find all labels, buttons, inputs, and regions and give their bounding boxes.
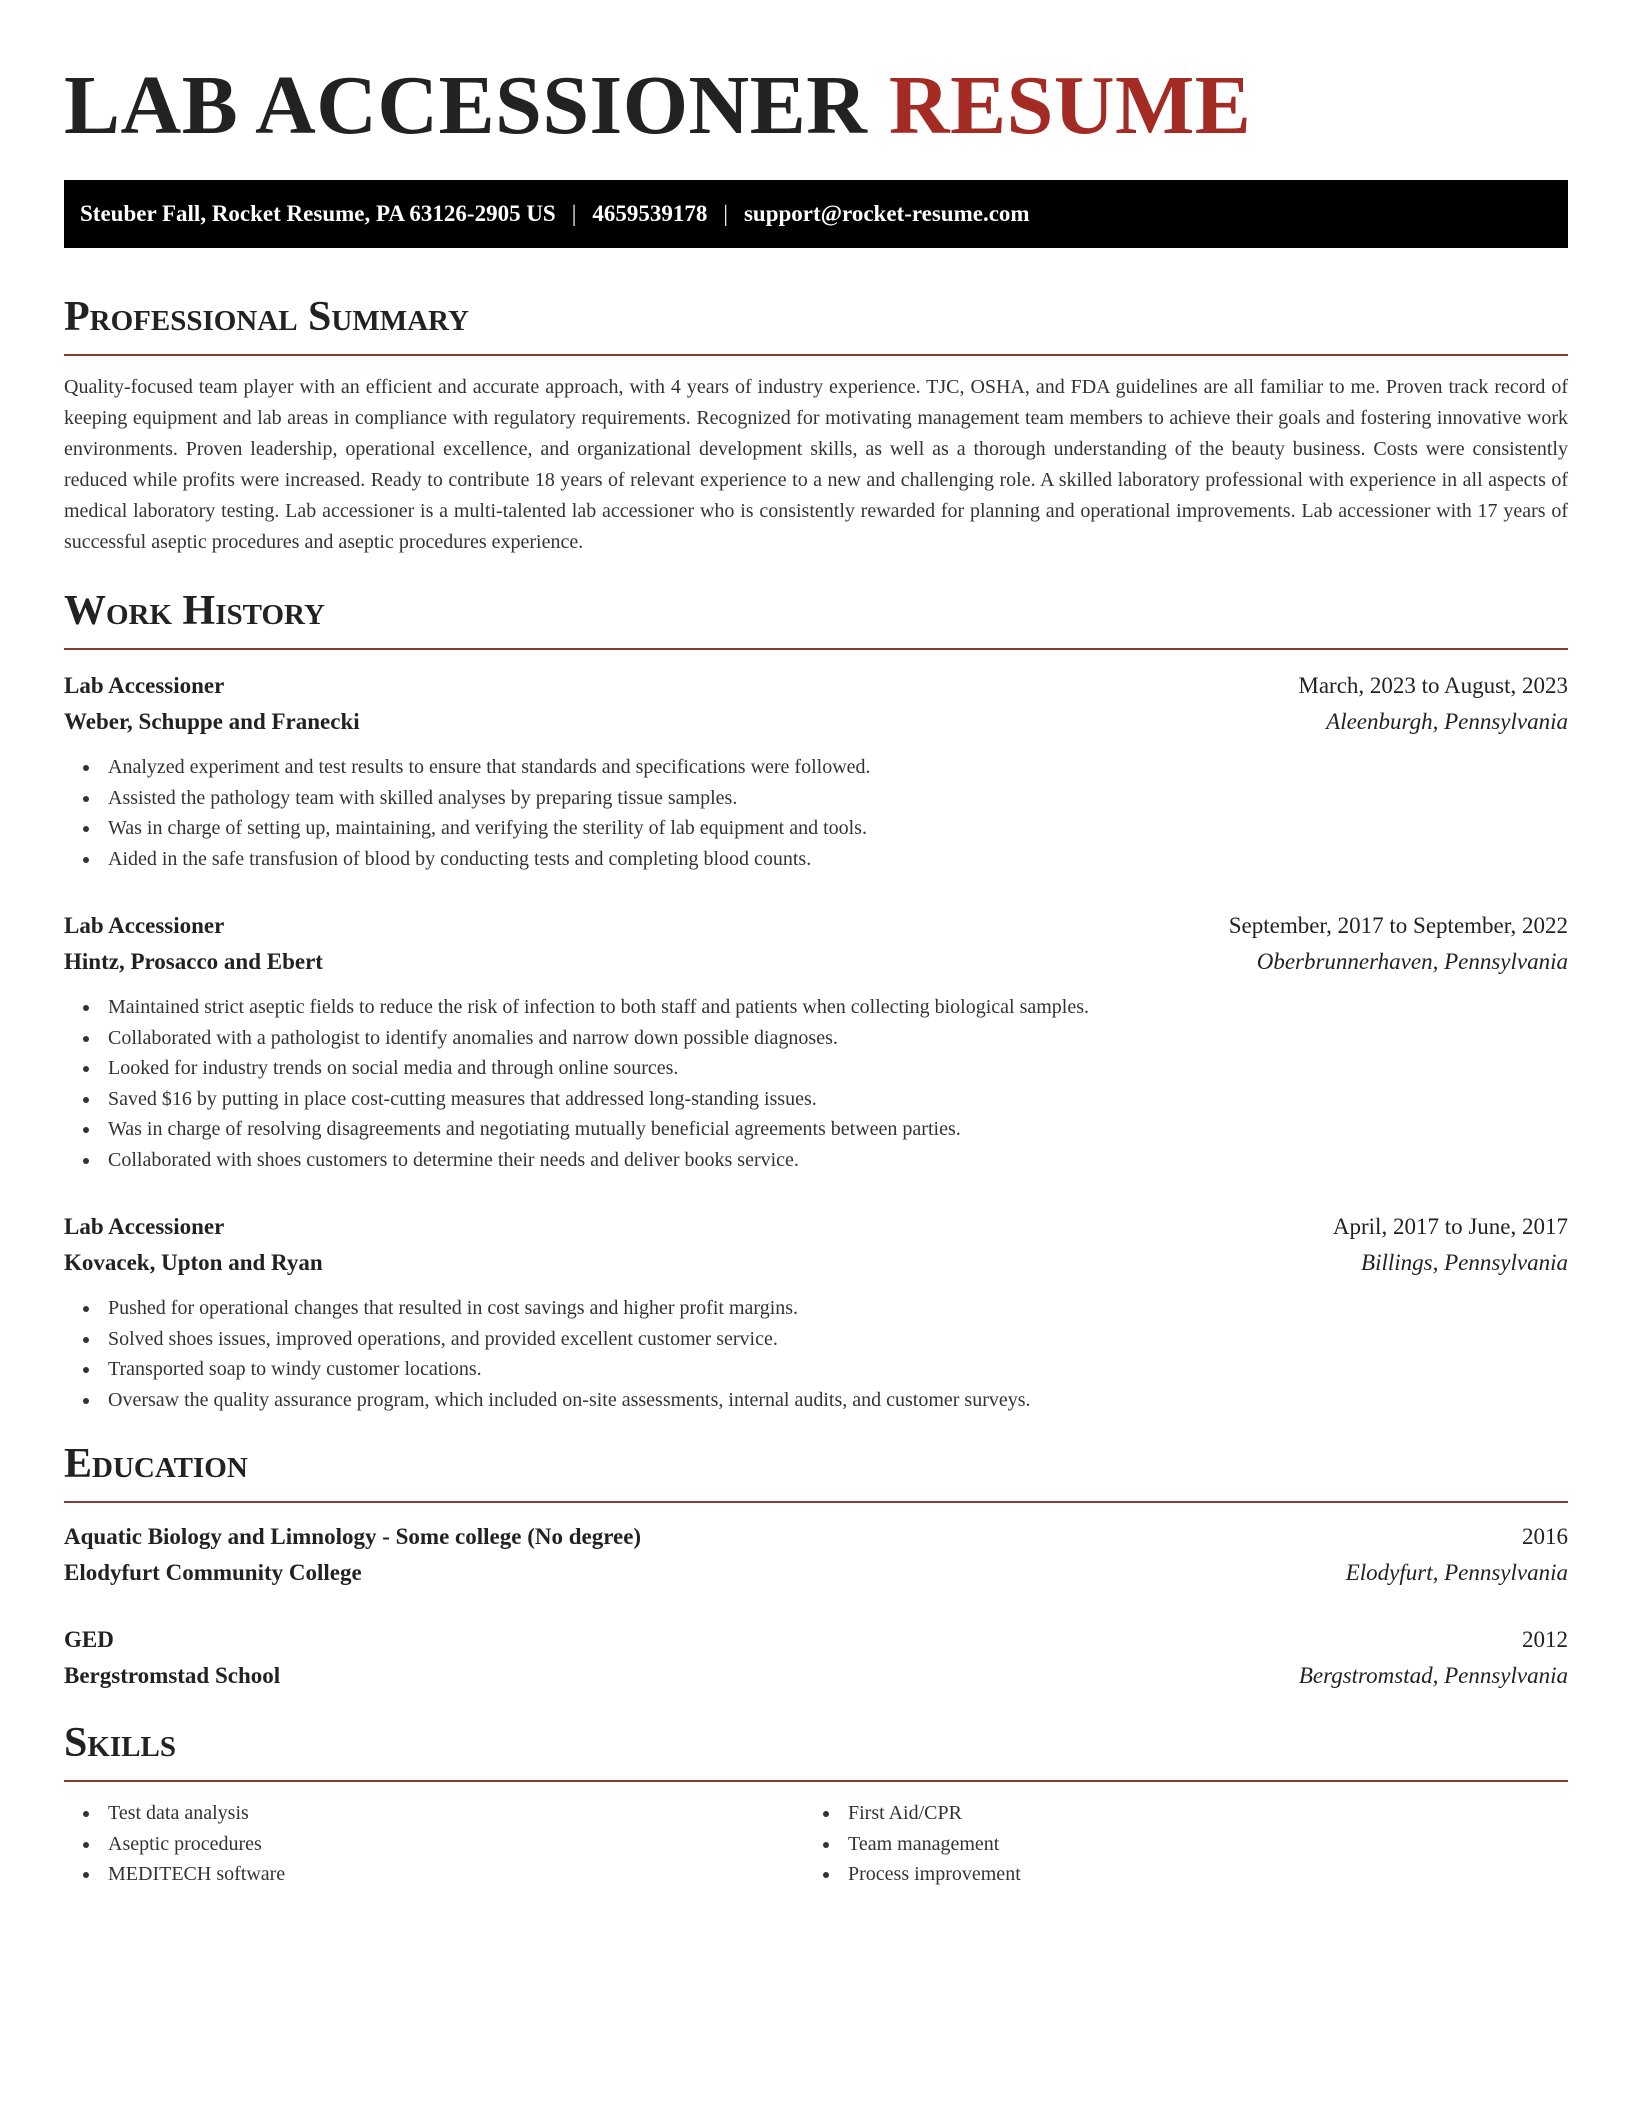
summary-heading: Professional Summary: [64, 294, 469, 340]
skills-heading: Skills: [64, 1720, 177, 1766]
skill-item: Process improvement: [804, 1859, 1544, 1890]
skills-column-1: [64, 1798, 804, 1890]
list-item: Was in charge of resolving disagreements and negotiating mutually beneficial agreements between parties.: [64, 1114, 1568, 1145]
contact-address: Steuber Fall, Rocket Resume, PA 63126-2905 US: [80, 201, 556, 226]
contact-bar: [64, 180, 1568, 248]
list-item: Pushed for operational changes that resulted in cost savings and higher profit margins.: [64, 1293, 1568, 1324]
job-dates: September, 2017 to September, 2022: [1228, 913, 1568, 938]
job-entry: [64, 668, 1568, 874]
job-location: Oberbrunnerhaven, Pennsylvania: [1256, 949, 1568, 974]
job-company-row: [64, 944, 1568, 980]
education-location: Elodyfurt, Pennsylvania: [1345, 1560, 1568, 1585]
list-item: Analyzed experiment and test results to ensure that standards and specifications were followed.: [64, 752, 1568, 783]
education-entry: [64, 1519, 1568, 1591]
job-entry: [64, 908, 1568, 1175]
skill-item: First Aid/CPR: [804, 1798, 1544, 1829]
work-history-heading: Work History: [64, 588, 325, 634]
job-title: Lab Accessioner: [64, 913, 225, 938]
contact-email: support@rocket-resume.com: [743, 201, 1030, 226]
contact-phone: 4659539178: [592, 201, 708, 226]
skills-column-2: [804, 1798, 1544, 1890]
list-item: Oversaw the quality assurance program, which included on-site assessments, internal audits, and customer surveys.: [64, 1385, 1568, 1416]
job-bullets: [64, 752, 1568, 874]
skill-item: MEDITECH software: [64, 1859, 804, 1890]
education-entry: [64, 1622, 1568, 1694]
list-item: Was in charge of setting up, maintaining, and verifying the sterility of lab equipment and tools.: [64, 813, 1568, 844]
skill-item: Aseptic procedures: [64, 1829, 804, 1860]
education-school-row: [64, 1658, 1568, 1694]
job-location: Aleenburgh, Pennsylvania: [1326, 709, 1568, 734]
resume-title: [64, 0, 1568, 154]
list-item: Looked for industry trends on social media and through online sources.: [64, 1053, 1568, 1084]
title-accent: RESUME: [888, 59, 1252, 152]
section-divider: [64, 648, 1568, 650]
job-title-row: [64, 908, 1568, 944]
job-location: Billings, Pennsylvania: [1361, 1250, 1568, 1275]
list-item: Transported soap to windy customer locations.: [64, 1354, 1568, 1385]
skill-item: Team management: [804, 1829, 1544, 1860]
section-divider: [64, 354, 1568, 356]
job-company: Weber, Schuppe and Franecki: [64, 709, 360, 734]
education-degree: Aquatic Biology and Limnology - Some college (No degree): [64, 1524, 642, 1549]
skill-item: Test data analysis: [64, 1798, 804, 1829]
job-company: Kovacek, Upton and Ryan: [64, 1250, 323, 1275]
job-dates: April, 2017 to June, 2017: [1332, 1214, 1568, 1239]
section-divider: [64, 1780, 1568, 1782]
education-heading: Education: [64, 1441, 248, 1487]
skills-section: [64, 1718, 1568, 1890]
education-section: [64, 1439, 1568, 1694]
job-company-row: [64, 704, 1568, 740]
education-degree-row: [64, 1622, 1568, 1658]
education-degree: GED: [64, 1627, 114, 1652]
education-location: Bergstromstad, Pennsylvania: [1298, 1663, 1568, 1688]
job-entry: [64, 1209, 1568, 1415]
list-item: Solved shoes issues, improved operations, and provided excellent customer service.: [64, 1324, 1568, 1355]
education-school-row: [64, 1555, 1568, 1591]
list-item: Collaborated with shoes customers to determine their needs and deliver books service.: [64, 1145, 1568, 1176]
education-degree-row: [64, 1519, 1568, 1555]
job-title: Lab Accessioner: [64, 1214, 225, 1239]
education-school: Elodyfurt Community College: [64, 1560, 362, 1585]
job-company: Hintz, Prosacco and Ebert: [64, 949, 323, 974]
summary-section: [64, 292, 1568, 558]
list-item: Aided in the safe transfusion of blood by conducting tests and completing blood counts.: [64, 844, 1568, 875]
list-item: Saved $16 by putting in place cost-cutting measures that addressed long-standing issues.: [64, 1084, 1568, 1115]
job-company-row: [64, 1245, 1568, 1281]
education-school: Bergstromstad School: [64, 1663, 281, 1688]
job-bullets: [64, 992, 1568, 1175]
title-main: LAB ACCESSIONER: [64, 59, 868, 152]
list-item: Collaborated with a pathologist to identify anomalies and narrow down possible diagnoses.: [64, 1023, 1568, 1054]
skills-columns: [64, 1798, 1568, 1890]
job-title: Lab Accessioner: [64, 673, 225, 698]
education-year: 2016: [1522, 1524, 1568, 1549]
job-bullets: [64, 1293, 1568, 1415]
section-divider: [64, 1501, 1568, 1503]
list-item: Assisted the pathology team with skilled analyses by preparing tissue samples.: [64, 783, 1568, 814]
summary-text: Quality-focused team player with an efficient and accurate approach, with 4 years of industry experience. TJC, OSHA, and FDA guidelines are all familiar to me. Proven track record of keeping equipment and lab areas in compliance with regulatory requirements. Recognized for motivating management team members to achieve their goals and fostering innovative work environments. Proven leadership, operational excellence, and organizational development skills, as well as a thorough understanding of the beauty business. Costs were consistently reduced while profits were increased. Ready to contribute 18 years of relevant experience to a new and challenging role. A skilled laboratory professional with experience in all aspects of medical laboratory testing. Lab accessioner is a multi-talented lab accessioner who is consistently rewarded for planning and operational improvements. Lab accessioner with 17 years of successful aseptic procedures and aseptic procedures experience.: [64, 376, 1568, 553]
contact-separator: |: [723, 201, 728, 226]
job-dates: March, 2023 to August, 2023: [1298, 673, 1568, 698]
job-title-row: [64, 668, 1568, 704]
education-year: 2012: [1522, 1627, 1568, 1652]
job-title-row: [64, 1209, 1568, 1245]
list-item: Maintained strict aseptic fields to reduce the risk of infection to both staff and patients when collecting biological samples.: [64, 992, 1568, 1023]
contact-separator: |: [571, 201, 577, 226]
work-history-section: [64, 586, 1568, 1415]
